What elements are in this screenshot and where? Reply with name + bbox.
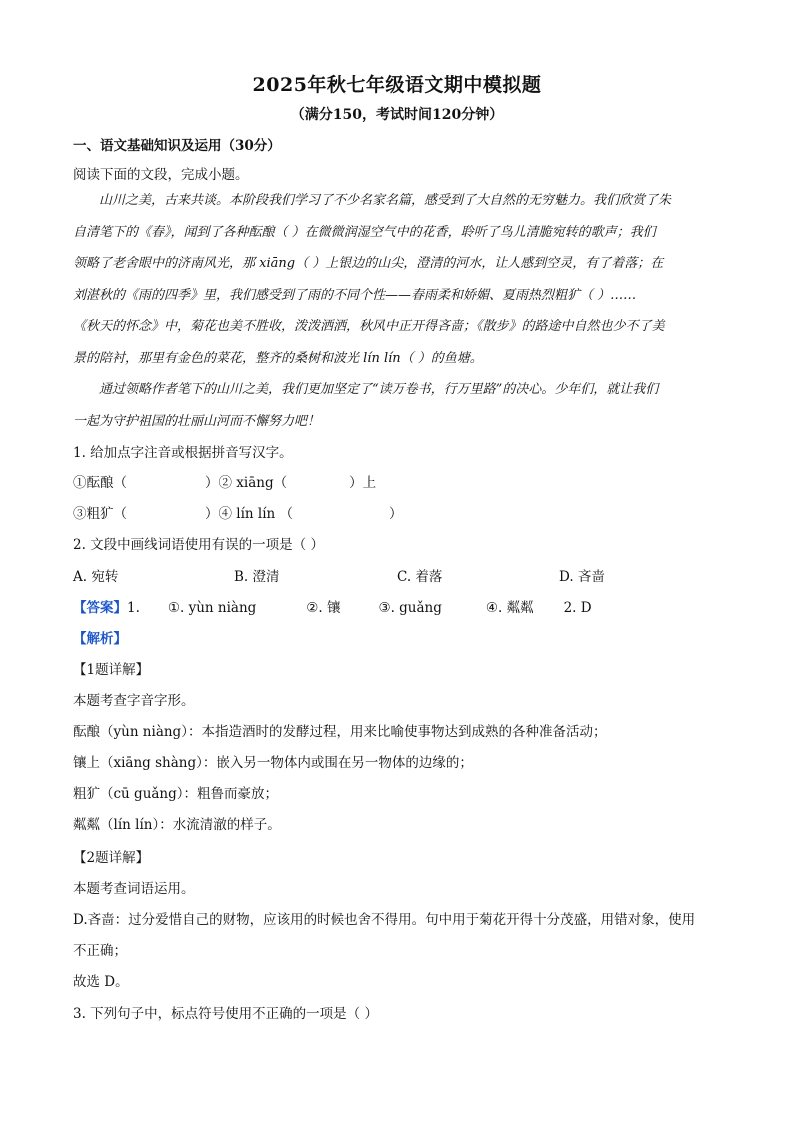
q2-option-d: D. 吝啬 [559,569,605,585]
passage-line: 自清笔下的《春》，闻到了各种酝酿（ ）在微微润湿空气中的花香，聆听了鸟儿清脆宛转的歌声；我们 [73,224,656,240]
q1-item-4: ）④ lín lín （ [205,506,294,522]
question-2-stem: 2. 文段中画线词语使用有误的一项是（ ） [73,537,324,553]
answer-part: ②. 镶 [306,600,341,616]
question-1-row-2 [73,502,723,522]
detail-2-line: 本题考查词语运用。 [73,881,195,897]
page-title: 2025年秋七年级语文期中模拟题 [252,74,542,96]
passage-line: 通过领略作者笔下的山川之美，我们更加坚定了“读万卷书，行万里路”的决心。少年们，就让我们 [99,382,659,397]
detail-1-line: 粼粼（lín lín）：水流清澈的样子。 [73,817,281,833]
detail-1-line: 粗犷（cū guǎng）：粗鲁而豪放； [73,786,279,802]
detail-2-line: 故选 D。 [73,974,129,990]
passage-line: 景的陪衬，那里有金色的菜花，整齐的桑树和波光 lín lín（ ）的鱼塘。 [73,350,483,366]
answer-line [73,596,723,616]
detail-1-line: 本题考查字音字形。 [73,693,195,709]
reading-instruction: 阅读下面的文段，完成小题。 [73,167,249,183]
passage-line: 领略了老舍眼中的济南风光，那 xiāng（ ）上银边的山尖，澄清的河水，让人感到空灵，有了着落；在 [73,256,664,271]
answer-part: ④. 粼粼 [485,600,534,616]
answer-tag: 【答案】 [73,600,127,616]
detail-2-line: 不正确； [73,943,127,959]
analysis-tag: 【解析】 [73,631,127,647]
answer-part: ③. guǎng [378,600,442,616]
detail-2-line: D.吝啬：过分爱惜自己的财物，应该用的时候也舍不得用。句中用于菊花开得十分茂盛，用错对象，使用 [73,912,696,928]
question-1-row-1 [73,471,723,491]
q1-item-2: ）② xiāng（ [205,475,288,491]
q1-item-2-suffix: ）上 [349,475,377,491]
q2-option-c: C. 着落 [397,569,443,585]
answer-part: 2. D [563,600,592,616]
answer-part: ①. yùn niàng [167,600,257,616]
reading-passage [73,185,725,437]
detail-1-tag: 【1题详解】 [73,662,150,678]
page-subtitle: （满分150，考试时间120分钟） [290,107,504,123]
passage-line: 刘湛秋的《雨的四季》里，我们感受到了雨的不同个性——春雨柔和娇媚、夏雨热烈粗犷（ ）…… [73,287,637,303]
q2-option-a: A. 宛转 [73,569,119,585]
passage-line: 山川之美，古来共谈。本阶段我们学习了不少名家名篇，感受到了大自然的无穷魅力。我们欣赏了朱 [99,193,672,208]
passage-line: 《秋天的怀念》中，菊花也美不胜收，泼泼洒洒，秋风中正开得吝啬；《散步》的路途中自然也少不了美 [73,319,665,334]
q2-option-b: B. 澄清 [234,569,280,585]
q1-item-1: ①酝酿（ [73,475,127,491]
q1-item-4-suffix: ） [389,506,403,522]
q1-item-3: ③粗犷（ [73,506,127,522]
section-heading: 一、语文基础知识及运用（30分） [73,138,281,154]
passage-line: 一起为守护祖国的壮丽山河而不懈努力吧！ [73,413,321,429]
detail-1-line: 镶上（xiāng shàng）：嵌入另一物体内或围在另一物体的边缘的； [73,755,473,771]
detail-2-tag: 【2题详解】 [73,850,150,866]
question-3-stem: 3. 下列句子中，标点符号使用不正确的一项是（ ） [73,1006,378,1022]
detail-1-line: 酝酿（yùn niàng）：本指造酒时的发酵过程，用来比喻使事物达到成熟的各种准备活动； [73,724,607,740]
question-1-stem: 1. 给加点字注音或根据拼音写汉字。 [73,445,293,461]
answer-part: 1. [127,600,140,616]
